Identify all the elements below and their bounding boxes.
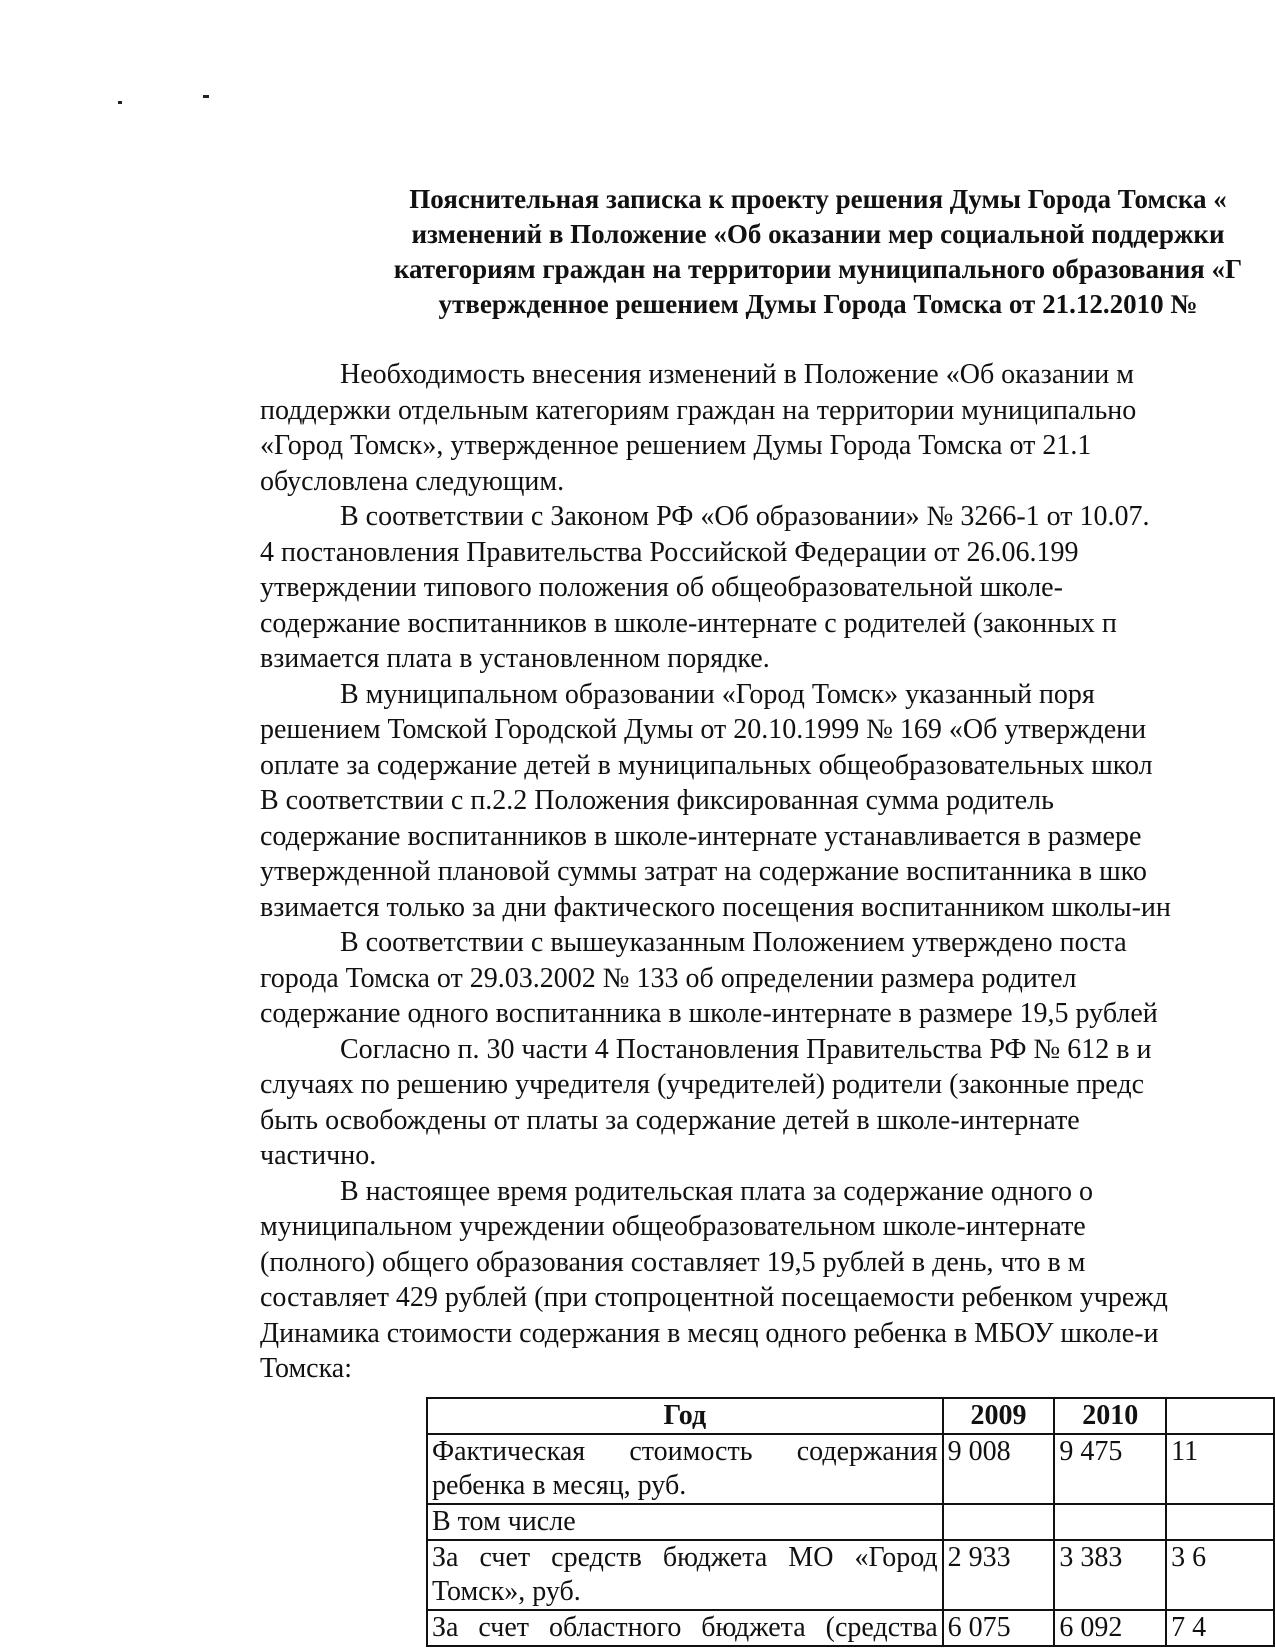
row-label-line: ребенка в месяц, руб. [432, 1470, 687, 1501]
cell-value: 3 6 [1166, 1540, 1274, 1610]
paragraph-law [260, 499, 1275, 677]
title-line: Пояснительная записка к проекту решения Думы Города Томска « [409, 184, 1227, 214]
text-line: города Томска от 29.03.2002 № 133 об определении размера родител [260, 962, 1077, 994]
header-year: 2010 [1054, 1398, 1166, 1434]
text-line: «Город Томск», утвержденное решением Думы Города Томска от 21.1 [260, 430, 1092, 461]
header-year: 2009 [943, 1398, 1055, 1434]
cell-value: 6 092 [1054, 1610, 1166, 1646]
text-line: взимается плата в установленном порядке. [260, 643, 770, 674]
scan-speck-right [203, 95, 209, 98]
cell-value: 7 4 [1166, 1610, 1274, 1646]
header-year [1166, 1398, 1274, 1434]
text-line: решением Томской Городской Думы от 20.10.1999 № 169 «Об утверждени [260, 714, 1147, 745]
paragraph-exemption [260, 1032, 1275, 1174]
text-line: 4 постановления Правительства Российской Федерации от 26.06.199 [260, 536, 1079, 568]
text-line: поддержки отдельным категориям граждан на территории муниципально [260, 394, 1137, 426]
text-line: содержание воспитанников в школе-интернате устанавливается в размере [260, 820, 1142, 852]
text-line: муниципальном учреждении общеобразовательном школе-интернате [260, 1211, 1086, 1242]
title-line: изменений в Положение «Об оказании мер социальной поддержки [411, 219, 1225, 249]
row-label-line: Фактическая стоимость содержания [432, 1436, 938, 1467]
paragraph-municipal [260, 677, 1275, 926]
text-line: частично. [260, 1140, 377, 1171]
table-row [427, 1540, 1274, 1610]
table-row [427, 1504, 1274, 1540]
row-label [427, 1610, 943, 1646]
text-line: (полного) общего образования составляет 19,5 рублей в день, что в м [260, 1246, 1086, 1278]
text-line: взимается только за дни фактического посещения воспитанником школы-ин [260, 891, 1171, 923]
scan-speck-left [118, 101, 122, 104]
cost-dynamics-table [426, 1397, 1275, 1647]
row-label-line: За счет средств бюджета МО «Город [432, 1542, 938, 1573]
cell-value [943, 1504, 1055, 1540]
header-year-label: Год [427, 1398, 943, 1434]
text-line: Томска: [260, 1353, 352, 1384]
row-label [427, 1434, 943, 1504]
paragraph-necessity [260, 357, 1275, 499]
text-line: содержание воспитанников в школе-интернате с родителей (законных п [260, 607, 1117, 639]
cell-value: 3 383 [1054, 1540, 1166, 1610]
cell-value: 9 008 [943, 1434, 1055, 1504]
text-line: В соответствии с вышеуказанным Положением утверждено поста [340, 927, 1127, 958]
text-line: В настоящее время родительская плата за содержание одного о [340, 1175, 1093, 1207]
text-line: содержание одного воспитанника в школе-интернате в размере 19,5 рублей [260, 998, 1158, 1029]
text-line: утверждении типового положения об общеобразовательной школе- [260, 572, 1063, 603]
row-label [427, 1540, 943, 1610]
row-label-line: В том числе [432, 1506, 576, 1537]
page-title [268, 182, 1275, 322]
text-line: оплате за содержание детей в муниципальных общеобразовательных школ [260, 749, 1153, 781]
text-line: случаях по решению учредителя (учредителей) родители (законные предс [260, 1069, 1144, 1100]
text-line: Динамика стоимости содержания в месяц одного ребенка в МБОУ школе-и [260, 1317, 1159, 1349]
text-line: составляет 429 рублей (при стопроцентной посещаемости ребенком учрежд [260, 1282, 1168, 1313]
text-line: В соответствии с Законом РФ «Об образовании» № 3266-1 от 10.07. [340, 501, 1150, 532]
row-label [427, 1504, 943, 1540]
document-body [260, 357, 1275, 1387]
row-label-line: За счет областного бюджета (средства [432, 1612, 938, 1643]
title-line: утвержденное решением Думы Города Томска от 21.12.2010 № [438, 289, 1198, 319]
row-label-line: Томск», руб. [432, 1576, 581, 1607]
title-line: категориям граждан на территории муниципального образования «Г [393, 254, 1243, 284]
text-line: утвержденной плановой суммы затрат на содержание воспитанника в шко [260, 856, 1147, 887]
text-line: обусловлена следующим. [260, 465, 565, 497]
table-row [427, 1610, 1274, 1646]
text-line: Согласно п. 30 части 4 Постановления Правительства РФ № 612 в и [340, 1033, 1152, 1065]
paragraph-resolution [260, 925, 1275, 1032]
table-header-row [427, 1398, 1274, 1434]
text-line: Необходимость внесения изменений в Положение «Об оказании м [340, 359, 1134, 390]
cell-value: 11 [1166, 1434, 1274, 1504]
table-row [427, 1434, 1274, 1504]
paragraph-current-fee [260, 1174, 1275, 1387]
cell-value [1054, 1504, 1166, 1540]
cell-value [1166, 1504, 1274, 1540]
cell-value: 6 075 [943, 1610, 1055, 1646]
cell-value: 2 933 [943, 1540, 1055, 1610]
text-line: В муниципальном образовании «Город Томск» указанный поря [340, 678, 1095, 710]
cell-value: 9 475 [1054, 1434, 1166, 1504]
text-line: В соответствии с п.2.2 Положения фиксированная сумма родитель [260, 785, 1054, 816]
text-line: быть освобождены от платы за содержание детей в школе-интернате [260, 1104, 1080, 1136]
